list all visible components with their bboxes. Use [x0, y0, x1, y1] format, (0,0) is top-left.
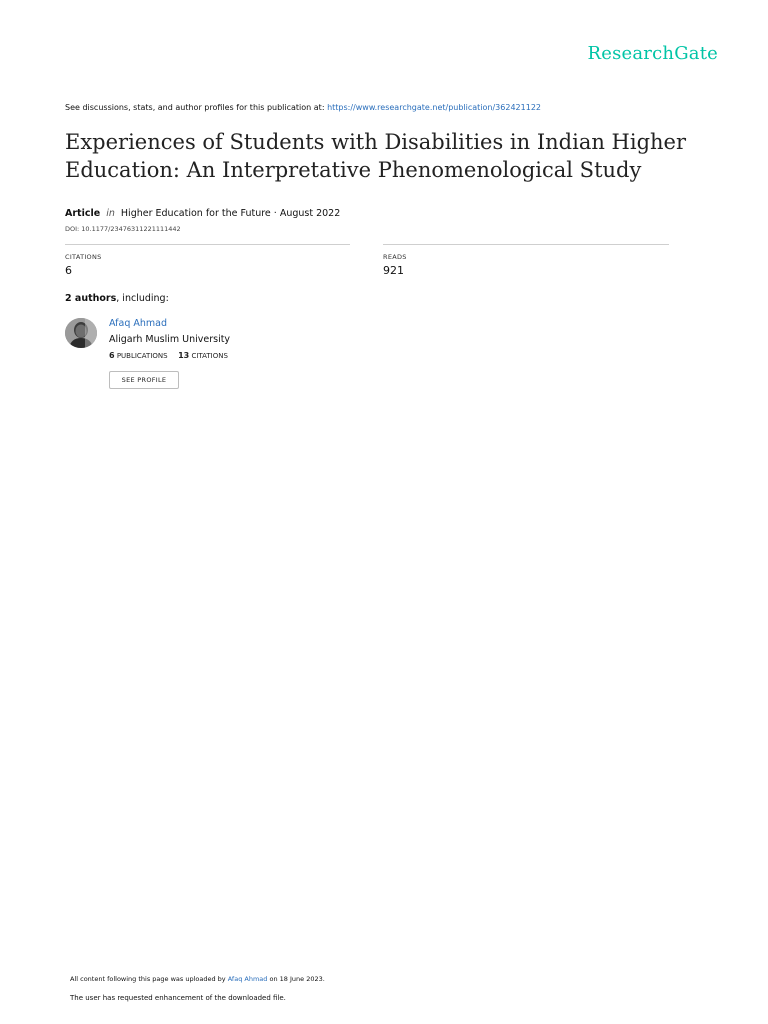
upload-notice — [70, 975, 325, 983]
enhancement-notice: The user has requested enhancement of the downloaded file. — [70, 994, 286, 1002]
divider-left — [65, 244, 350, 245]
in-label: in — [106, 208, 115, 219]
reads-value: 921 — [383, 264, 404, 277]
discussion-notice — [65, 103, 541, 112]
citations-label: CITATIONS — [65, 253, 102, 261]
publication-meta — [65, 208, 340, 219]
reads-label: READS — [383, 253, 407, 261]
researchgate-logo[interactable]: ResearchGate — [587, 43, 718, 64]
publication-link[interactable]: https://www.researchgate.net/publication/362421122 — [327, 103, 541, 112]
venue-date: Higher Education for the Future · August 2022 — [120, 208, 341, 219]
divider-right — [383, 244, 669, 245]
avatar[interactable] — [65, 318, 97, 348]
doi: DOI: 10.1177/23476311221111442 — [65, 225, 181, 233]
authors-summary — [65, 293, 169, 304]
page-title: Experiences of Students with Disabilities in Indian Higher Education: An Interpretative Phenomenological Study — [65, 130, 687, 182]
discussion-text: See discussions, stats, and author profiles for this publication at: — [65, 103, 328, 112]
authors-suffix: , including: — [116, 293, 169, 304]
author-stats — [109, 351, 228, 360]
author-institution: Aligarh Muslim University — [109, 334, 231, 345]
uploader-link[interactable]: Afaq Ahmad — [227, 975, 268, 983]
see-profile-button[interactable]: SEE PROFILE — [109, 371, 179, 389]
upload-suffix: on 18 June 2023. — [267, 975, 325, 983]
upload-prefix: All content following this page was uploaded by — [70, 975, 228, 983]
publications-label: PUBLICATIONS — [116, 352, 168, 360]
citations-value: 6 — [65, 264, 72, 277]
article-type: Article — [65, 208, 101, 219]
author-name-link[interactable]: Afaq Ahmad — [109, 318, 168, 329]
publications-count: 6 — [109, 351, 115, 360]
authors-count: 2 authors — [65, 293, 117, 304]
avatar-photo-icon — [65, 318, 97, 348]
author-citations-label: CITATIONS — [191, 352, 228, 360]
author-citations-count: 13 — [178, 351, 190, 360]
